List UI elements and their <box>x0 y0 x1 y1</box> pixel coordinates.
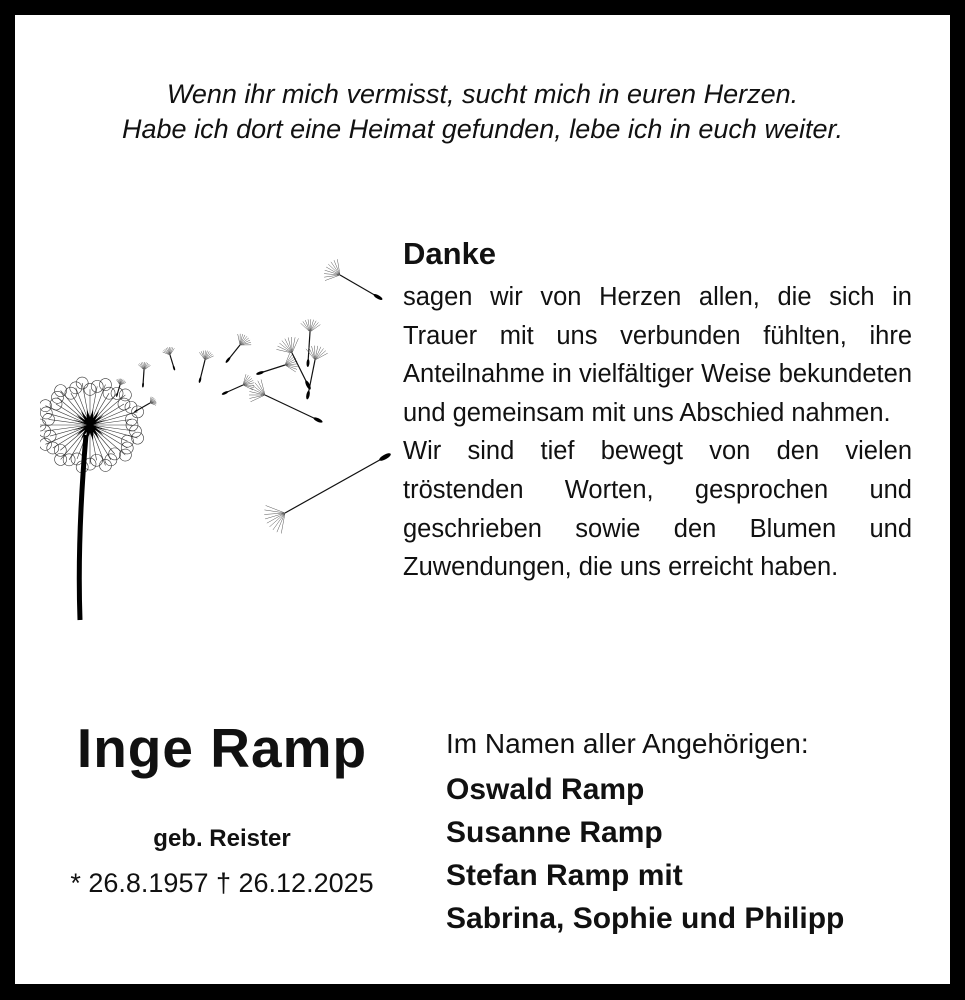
dandelion-icon <box>40 245 400 625</box>
family-member: Susanne Ramp <box>446 816 663 849</box>
deceased-name: Inge Ramp <box>76 717 368 779</box>
family-names <box>446 768 844 940</box>
thanks-title: Danke <box>403 236 497 271</box>
family-member: Oswald Ramp <box>446 773 645 806</box>
thanks-text <box>403 278 912 587</box>
quote-line: Wenn ihr mich vermisst, sucht mich in euren Herzen. <box>166 79 799 109</box>
thanks-paragraph: Wir sind tief bewegt von den vielen tröstenden Worten, gesprochen und geschrieben sowie den Blumen und Zuwendungen, die uns erreicht haben. <box>403 437 912 582</box>
family-member: Sabrina, Sophie und Philipp <box>446 902 845 935</box>
life-dates: * 26.8.1957 † 26.12.2025 <box>70 868 374 898</box>
family-intro: Im Namen aller Angehörigen: <box>446 728 809 759</box>
memorial-quote <box>20 77 945 147</box>
thanks-paragraph: sagen wir von Herzen allen, die sich in Trauer mit uns verbunden fühlten, ihre Anteilnahme in vielfältiger Weise bekundeten und gemeinsam mit uns Abschied nahmen. <box>403 283 912 427</box>
maiden-name: geb. Reister <box>153 825 291 852</box>
family-member: Stefan Ramp mit <box>446 859 683 892</box>
quote-line: Habe ich dort eine Heimat gefunden, lebe ich in euch weiter. <box>122 114 843 144</box>
